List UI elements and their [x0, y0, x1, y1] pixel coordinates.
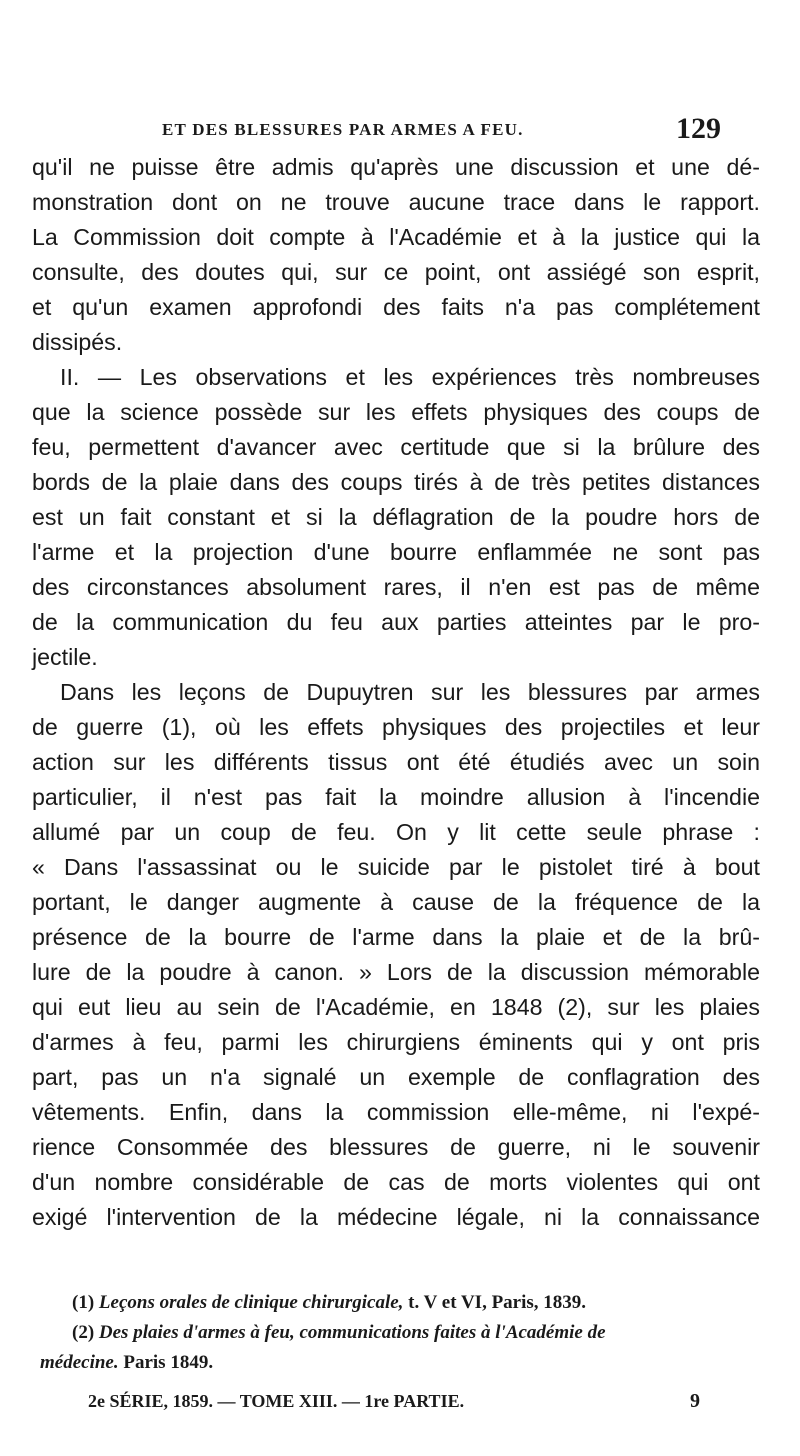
signature-line: 2e SÉRIE, 1859. — TOME XIII. — 1re PARTIE.	[88, 1391, 465, 1411]
text-line: Dans les leçons de Dupuytren sur les blessures par armes	[60, 679, 760, 705]
text-line: d'armes à feu, parmi les chirurgiens éminents qui y ont pris	[32, 1029, 760, 1055]
text-line: portant, le danger augmente à cause de la fréquence de la	[32, 889, 760, 915]
sheet-number: 9	[690, 1390, 700, 1412]
footnote-2-continued	[40, 1348, 762, 1378]
text-line: vêtements. Enfin, dans la commission elle-même, ni l'expé-	[32, 1099, 760, 1125]
text-line: rience Consommée des blessures de guerre, ni le souvenir	[32, 1134, 760, 1160]
footnote-title: Leçons orales de clinique chirurgicale,	[98, 1292, 404, 1313]
text-line: lure de la poudre à canon. » Lors de la discussion mémorable	[32, 959, 760, 985]
text-line: est un fait constant et si la déflagration de la poudre hors de	[32, 504, 760, 530]
text-line: dissipés.	[32, 329, 123, 355]
footnote-1	[72, 1288, 762, 1318]
running-head	[0, 112, 800, 148]
text-line: que la science possède sur les effets physiques des coups de	[32, 399, 760, 425]
text-line: allumé par un coup de feu. On y lit cette seule phrase :	[32, 819, 760, 845]
footnotes	[40, 1288, 762, 1378]
text-line: exigé l'intervention de la médecine légale, ni la connaissance	[32, 1204, 760, 1230]
text-line: « Dans l'assassinat ou le suicide par le pistolet tiré à bout	[32, 854, 760, 880]
text-line: de la communication du feu aux parties atteintes par le pro-	[32, 609, 760, 635]
text-line: d'un nombre considérable de cas de morts violentes qui ont	[32, 1169, 760, 1195]
text-line: feu, permettent d'avancer avec certitude que si la brûlure des	[32, 434, 760, 460]
text-line: La Commission doit compte à l'Académie et à la justice qui la	[32, 224, 760, 250]
page-number: 129	[676, 112, 721, 145]
footnote-detail: t. V et VI, Paris, 1839.	[408, 1292, 587, 1313]
text-line: part, pas un n'a signalé un exemple de conflagration des	[32, 1064, 760, 1090]
text-line: présence de la bourre de l'arme dans la plaie et de la brû-	[32, 924, 760, 950]
text-line: bords de la plaie dans des coups tirés à de très petites distances	[32, 469, 760, 495]
running-title: ET DES BLESSURES PAR ARMES A FEU.	[162, 120, 524, 139]
text-line: monstration dont on ne trouve aucune trace dans le rapport.	[32, 189, 760, 215]
footnote-title: Des plaies d'armes à feu, communications faites à l'Académie de	[98, 1322, 606, 1343]
text-line: l'arme et la projection d'une bourre enflammée ne sont pas	[32, 539, 760, 565]
text-line: II. — Les observations et les expériences très nombreuses	[60, 364, 760, 390]
footnote-detail: Paris 1849.	[123, 1352, 214, 1373]
text-line: action sur les différents tissus ont été étudiés avec un soin	[32, 749, 760, 775]
text-line: consulte, des doutes qui, sur ce point, ont assiégé son esprit,	[32, 259, 760, 285]
text-line: qui eut lieu au sein de l'Académie, en 1848 (2), sur les plaies	[32, 994, 760, 1020]
footnote-2	[72, 1318, 762, 1348]
footnote-marker: (1)	[72, 1292, 95, 1313]
body-text	[32, 150, 760, 1235]
text-line: de guerre (1), où les effets physiques des projectiles et leur	[32, 714, 760, 740]
text-line: particulier, il n'est pas fait la moindre allusion à l'incendie	[32, 784, 760, 810]
footnote-marker: (2)	[72, 1322, 95, 1343]
text-line: jectile.	[32, 644, 98, 670]
footnote-title-continued: médecine.	[40, 1352, 119, 1373]
text-line: qu'il ne puisse être admis qu'après une discussion et une dé-	[32, 154, 760, 180]
text-line: et qu'un examen approfondi des faits n'a pas complétement	[32, 294, 760, 320]
text-line: des circonstances absolument rares, il n'en est pas de même	[32, 574, 760, 600]
